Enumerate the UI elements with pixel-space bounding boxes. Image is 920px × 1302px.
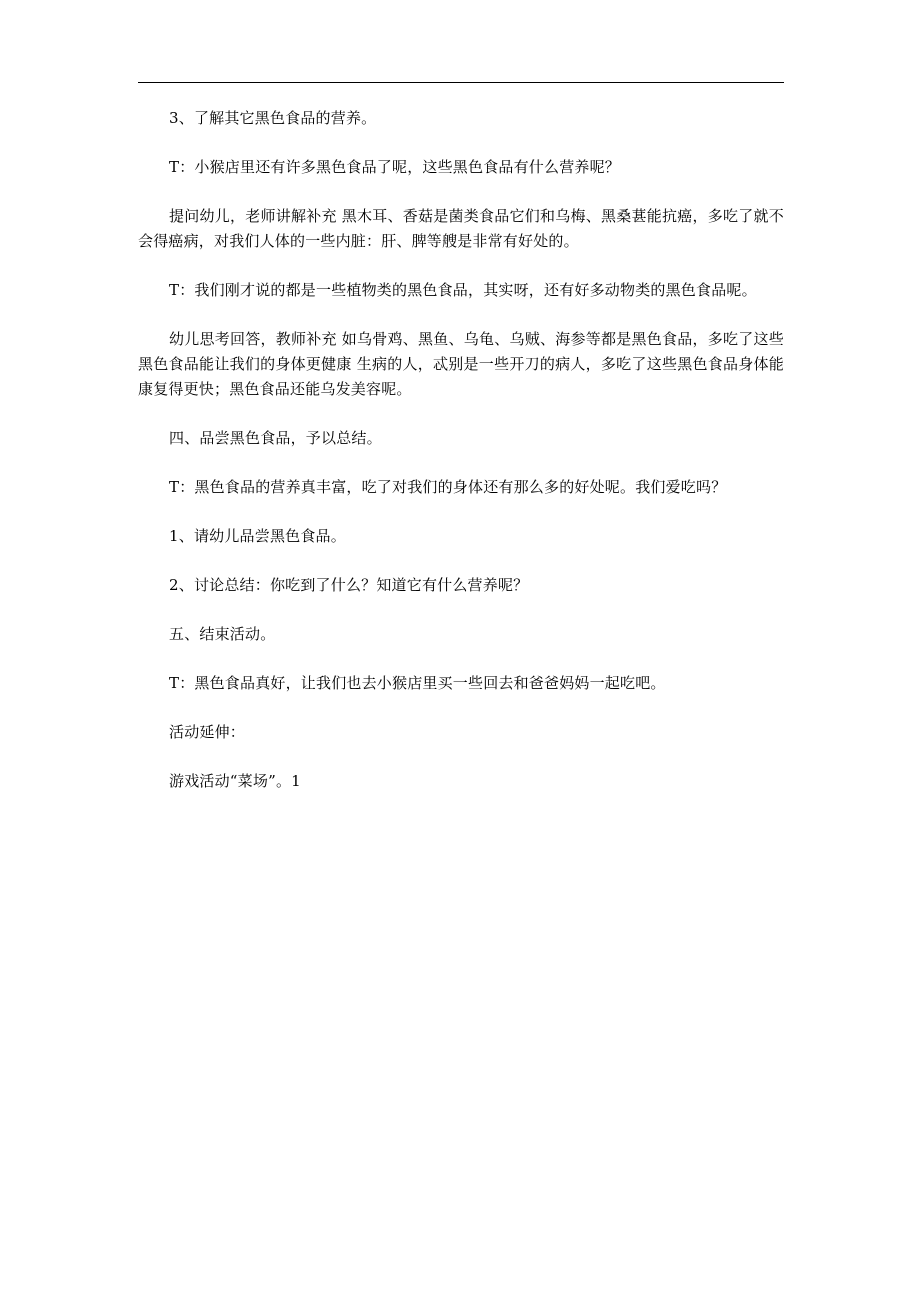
document-body [138,106,784,818]
teacher-question-2: T：黑色食品的营养真丰富，吃了对我们的身体还有那么多的好处呢。我们爱吃吗？ [169,478,727,496]
section-heading-3: 3、了解其它黑色食品的营养。 [169,109,377,127]
teacher-question: T：小猴店里还有许多黑色食品了呢，这些黑色食品有什么营养呢？ [169,158,621,176]
step-1: 1、请幼儿品尝黑色食品。 [169,527,346,545]
explanation-paragraph: 提问幼儿，老师讲解补充 黑木耳、香菇是菌类食品它们和乌梅、黑桑葚能抗癌，多吃了就不会得癌病，对我们人体的一些内脏：肝、脾等艘是非常有好处的。 [138,207,784,250]
extension-activity: 游戏活动“菜场”。1 [169,772,301,790]
extension-heading: 活动延伸： [169,723,246,741]
section-heading-5: 五、结束活动。 [169,625,276,643]
closing-remark: T：黑色食品真好，让我们也去小猴店里买一些回去和爸爸妈妈一起吃吧。 [169,674,666,692]
answer-paragraph: 幼儿思考回答，教师补充 如乌骨鸡、黑鱼、乌龟、乌贼、海参等都是黑色食品，多吃了这些黑色食品能让我们的身体更健康 生病的人，忒别是一些开刀的病人，多吃了这些黑色食品身体能康复得更快；黑色食品还能乌发美容呢。 [138,330,784,398]
teacher-remark: T：我们刚才说的都是一些植物类的黑色食品，其实呀，还有好多动物类的黑色食品呢。 [169,281,757,299]
step-2: 2、讨论总结：你吃到了什么？知道它有什么营养呢？ [169,576,529,594]
section-heading-4: 四、品尝黑色食品，予以总结。 [169,429,382,447]
header-rule [138,82,784,83]
